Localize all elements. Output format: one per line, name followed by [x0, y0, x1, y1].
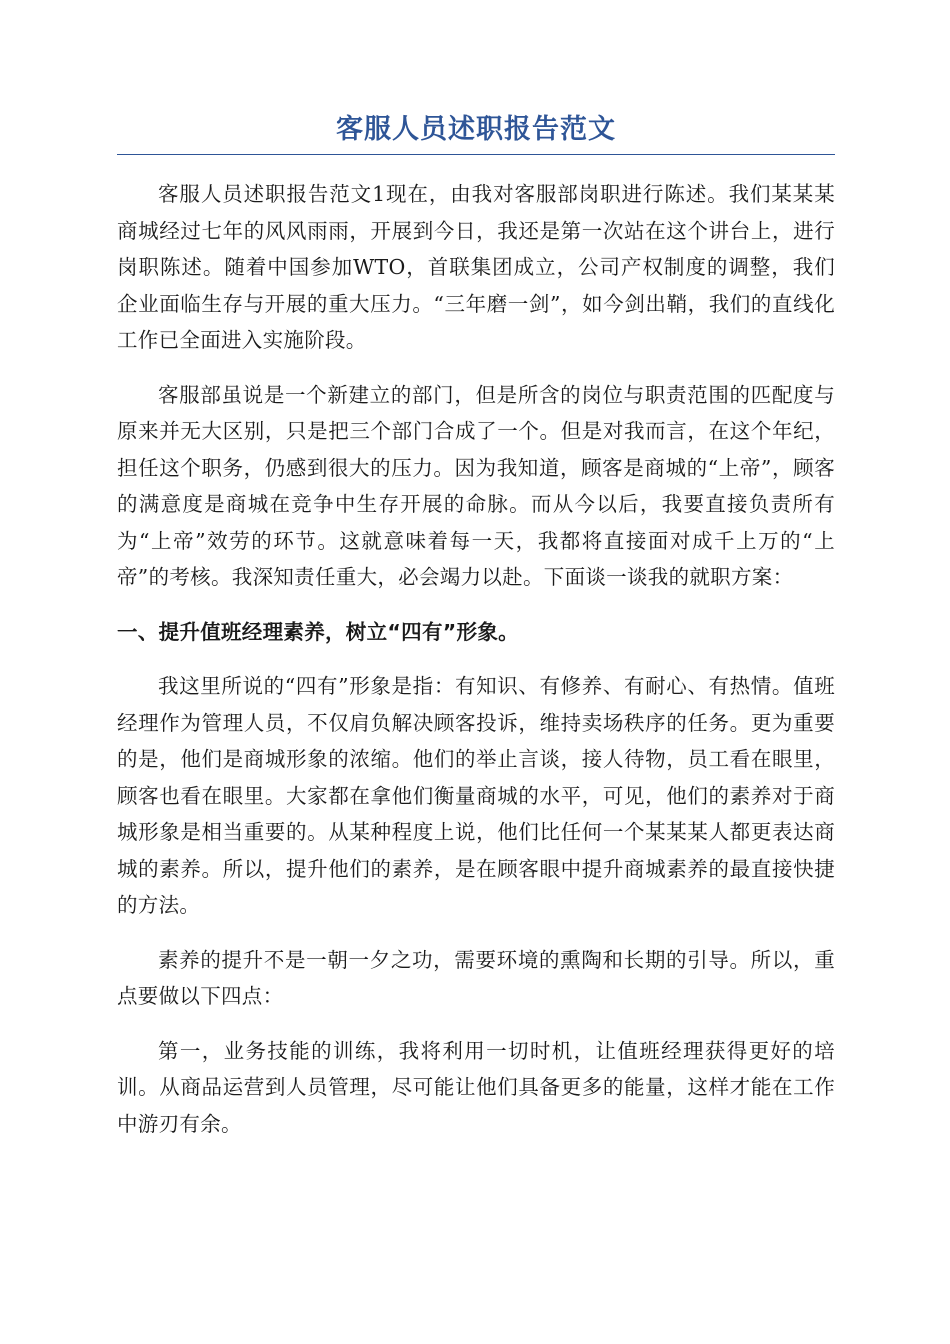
paragraph-four-qualities: 我这里所说的“四有”形象是指：有知识、有修养、有耐心、有热情。值班经理作为管理人员，不仅肩负解决顾客投诉，维持卖场秩序的任务。更为重要的是，他们是商城形象的浓缩。他们的举止言谈，接人待物，员工看在眼里，顾客也看在眼里。大家都在拿他们衡量商城的水平，可见，他们的素养对于商城形象是相当重要的。从某种程度上说，他们比任何一个某某某人都更表达商城的素养。所以，提升他们的素养，是在顾客眼中提升商城素养的最直接快捷的方法。 — [117, 674, 835, 917]
document-title: 客服人员述职报告范文 — [117, 108, 835, 155]
document-page — [117, 108, 835, 1160]
paragraph-department: 客服部虽说是一个新建立的部门，但是所含的岗位与职责范围的匹配度与原来并无大区别，只是把三个部门合成了一个。但是对我而言，在这个年纪，担任这个职务，仍感到很大的压力。因为我知道，顾客是商城的“上帝”，顾客的满意度是商城在竞争中生存开展的命脉。而从今以后，我要直接负责所有为“上帝”效劳的环节。这就意味着每一天，我都将直接面对成千上万的“上帝”的考核。我深知责任重大，必会竭力以赴。下面谈一谈我的就职方案： — [117, 382, 835, 589]
section-heading: 一、提升值班经理素养，树立“四有”形象。 — [117, 619, 519, 644]
paragraph-point-one: 第一，业务技能的训练，我将利用一切时机，让值班经理获得更好的培训。从商品运营到人员管理，尽可能让他们具备更多的能量，这样才能在工作中游刃有余。 — [117, 1038, 835, 1136]
paragraph-four-points: 素养的提升不是一朝一夕之功，需要环境的熏陶和长期的引导。所以，重点要做以下四点： — [117, 947, 835, 1008]
paragraph-intro: 客服人员述职报告范文1现在，由我对客服部岗职进行陈述。我们某某某商城经过七年的风风雨雨，开展到今日，我还是第一次站在这个讲台上，进行岗职陈述。随着中国参加WTO，首联集团成立，公司产权制度的调整，我们企业面临生存与开展的重大压力。“三年磨一剑”，如今剑出鞘，我们的直线化工作已全面进入实施阶段。 — [117, 182, 835, 352]
document-body — [117, 176, 835, 1142]
